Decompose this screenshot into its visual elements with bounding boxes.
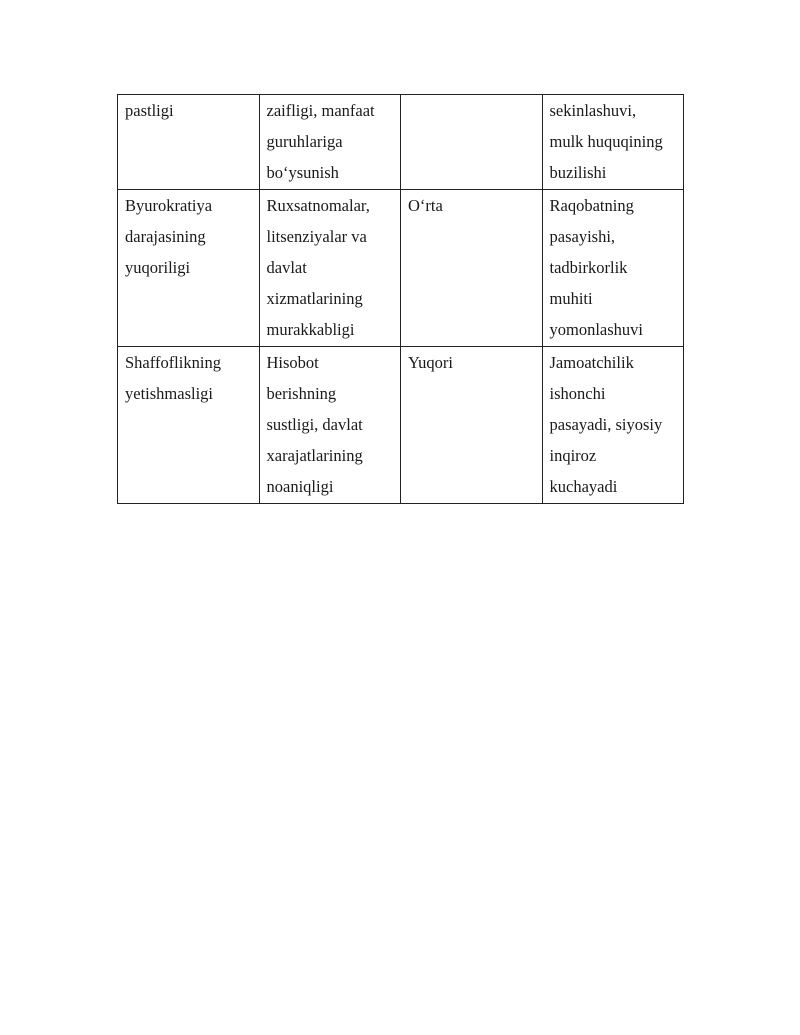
cell-text: O‘rta — [408, 195, 443, 215]
table-row — [118, 189, 684, 346]
cell-text: Yuqori — [408, 352, 453, 372]
cell-text: Ruxsatnomalar, litsenziyalar va davlat xizmatlarining murakkabligi — [266, 195, 370, 340]
table-row — [118, 346, 684, 503]
table-cell — [118, 95, 260, 190]
table-cell — [542, 95, 684, 190]
cell-text: pastligi — [125, 101, 174, 120]
table-cell — [401, 346, 543, 503]
table-cell — [259, 346, 401, 503]
table-cell — [542, 346, 684, 503]
cell-text: Shaffoflikning yetishmasligi — [125, 352, 221, 403]
table-cell — [259, 95, 401, 190]
table-cell — [401, 189, 543, 346]
table-row — [118, 95, 684, 190]
cell-text: Jamoatchilik ishonchi pasayadi, siyosiy inqiroz kuchayadi — [549, 352, 663, 497]
cell-text: zaifligi, manfaat guruhlariga bo‘ysunish — [266, 101, 375, 183]
cell-text: Byurokratiya darajasining yuqoriligi — [125, 195, 213, 278]
table-cell — [118, 346, 260, 503]
table-cell — [401, 95, 543, 190]
table-cell — [542, 189, 684, 346]
cell-text: Hisobot berishning sustligi, davlat xarajatlarining noaniqligi — [266, 352, 363, 497]
risk-table — [117, 94, 684, 504]
table-cell — [118, 189, 260, 346]
table-cell — [259, 189, 401, 346]
cell-text: Raqobatning pasayishi, tadbirkorlik muhiti yomonlashuvi — [549, 195, 643, 340]
cell-text: sekinlashuvi, mulk huquqining buzilishi — [549, 101, 663, 183]
